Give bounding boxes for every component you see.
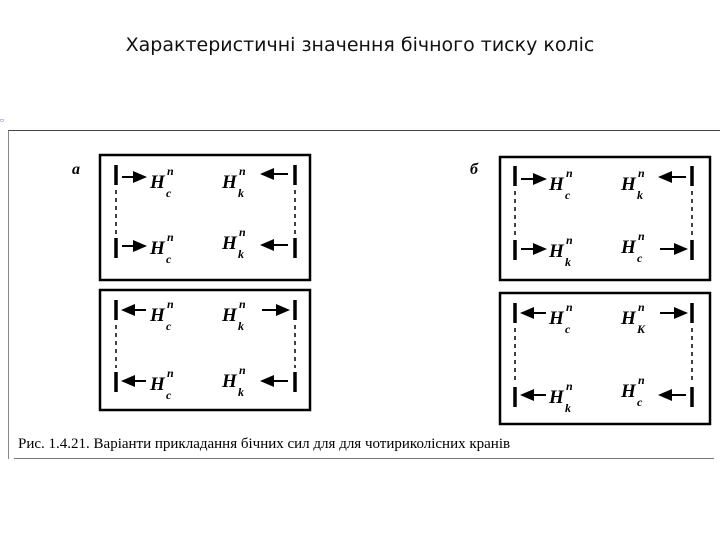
svg-text:H: H xyxy=(549,308,564,329)
svg-text:c: c xyxy=(565,322,571,336)
svg-text:n: n xyxy=(239,164,246,178)
svg-text:n: n xyxy=(566,166,573,180)
svg-text:k: k xyxy=(238,186,244,200)
svg-text:c: c xyxy=(166,388,172,402)
svg-text:k: k xyxy=(238,247,244,261)
svg-text:n: n xyxy=(239,363,246,377)
figure-caption: Рис. 1.4.21. Варіанти прикладання бічних сил для для чотириколісних кранів xyxy=(18,436,511,452)
svg-text:k: k xyxy=(565,401,571,415)
panel-b-top xyxy=(500,157,710,280)
slide-marker-icon: ▫ xyxy=(0,116,5,124)
svg-text:n: n xyxy=(566,379,573,393)
panel-a-bottom xyxy=(100,290,310,410)
svg-text:H: H xyxy=(549,174,564,195)
svg-text:H: H xyxy=(150,305,165,326)
svg-text:n: n xyxy=(239,225,246,239)
svg-text:k: k xyxy=(565,255,571,269)
svg-text:n: n xyxy=(167,366,174,380)
caption-divider xyxy=(14,458,714,459)
svg-text:H: H xyxy=(621,381,636,402)
svg-text:n: n xyxy=(638,300,645,314)
svg-text:H: H xyxy=(150,172,165,193)
svg-text:c: c xyxy=(166,186,172,200)
svg-text:c: c xyxy=(565,188,571,202)
svg-text:H: H xyxy=(222,371,237,392)
svg-text:n: n xyxy=(167,230,174,244)
svg-text:k: k xyxy=(637,188,643,202)
svg-text:k: k xyxy=(238,385,244,399)
svg-text:H: H xyxy=(621,174,636,195)
svg-text:n: n xyxy=(566,233,573,247)
svg-text:n: n xyxy=(167,164,174,178)
svg-text:H: H xyxy=(549,241,564,262)
svg-text:H: H xyxy=(222,233,237,254)
svg-text:n: n xyxy=(638,229,645,243)
svg-text:c: c xyxy=(637,395,643,409)
svg-text:H: H xyxy=(222,172,237,193)
svg-text:k: k xyxy=(238,319,244,333)
panel-b-bottom xyxy=(500,293,710,424)
svg-text:K: K xyxy=(637,322,646,336)
panel-label-b: б xyxy=(470,161,478,178)
svg-text:n: n xyxy=(167,297,174,311)
svg-text:c: c xyxy=(637,251,643,265)
svg-text:H: H xyxy=(150,374,165,395)
svg-text:c: c xyxy=(166,319,172,333)
svg-text:H: H xyxy=(621,308,636,329)
svg-text:n: n xyxy=(638,373,645,387)
svg-text:H: H xyxy=(222,305,237,326)
svg-text:H: H xyxy=(621,237,636,258)
slide-title: Характеристичні значення бічного тиску коліс xyxy=(125,34,595,56)
svg-text:n: n xyxy=(638,166,645,180)
svg-text:H: H xyxy=(549,387,564,408)
svg-text:c: c xyxy=(166,252,172,266)
panel-label-a: а xyxy=(72,161,80,178)
svg-text:n: n xyxy=(566,300,573,314)
svg-text:n: n xyxy=(239,297,246,311)
svg-text:H: H xyxy=(150,238,165,259)
panel-a-top xyxy=(100,155,310,280)
